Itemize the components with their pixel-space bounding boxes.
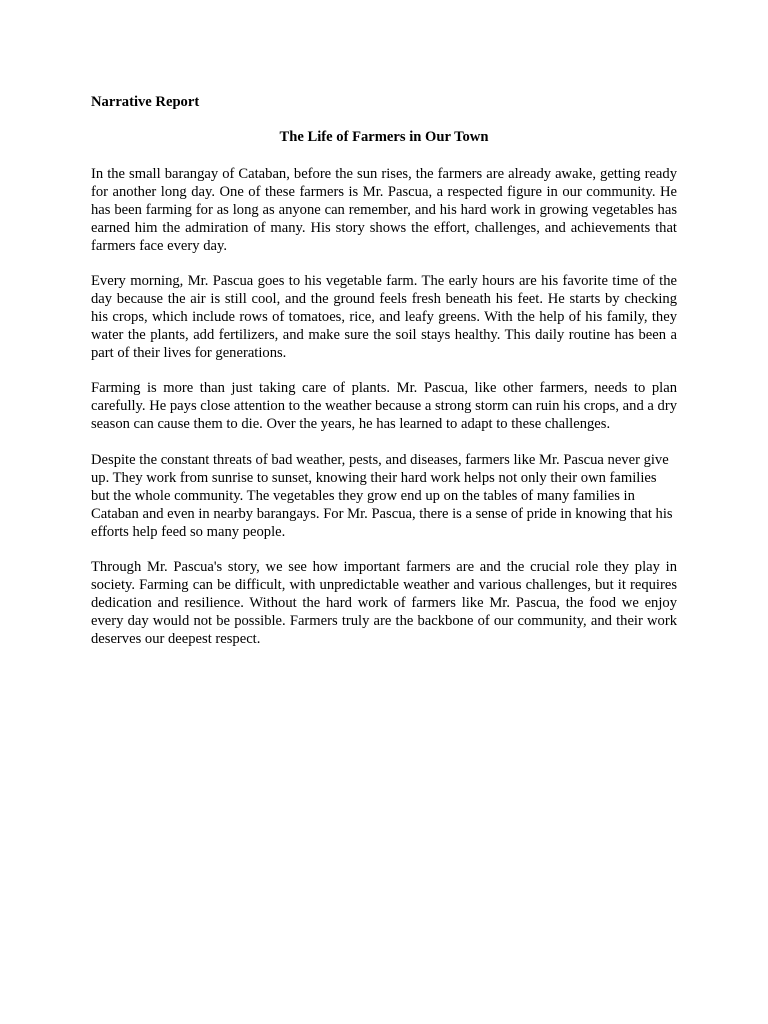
paragraph-morning-routine: Every morning, Mr. Pascua goes to his vegetable farm. The early hours are his favorite time of the day because the air is still cool, and the ground feels fresh beneath his feet. He starts by checking his crops, which include rows of tomatoes, rice, and leafy greens. With the help of his family, they water the plants, add fertilizers, and make sure the soil stays healthy. This daily routine has been a part of their lives for generations. — [91, 273, 677, 361]
document-title: The Life of Farmers in Our Town — [279, 129, 489, 145]
paragraph-conclusion: Through Mr. Pascua's story, we see how important farmers are and the crucial role they play in society. Farming can be difficult, with unpredictable weather and various challenges, but it requires dedication and resilience. Without the hard work of farmers like Mr. Pascua, the food we enjoy every day would not be possible. Farmers truly are the backbone of our community, and their work deserves our deepest respect. — [91, 559, 677, 647]
report-label: Narrative Report — [91, 94, 200, 110]
paragraph-planning: Farming is more than just taking care of plants. Mr. Pascua, like other farmers, needs to plan carefully. He pays close attention to the weather because a strong storm can ruin his crops, and a dry season can cause them to die. Over the years, he has learned to adapt to these challenges. — [91, 380, 677, 432]
paragraph-perseverance: Despite the constant threats of bad weather, pests, and diseases, farmers like Mr. Pascua never give up. They work from sunrise to sunset, knowing their hard work helps not only their own families but the whole community. The vegetables they grow end up on the tables of many families in Cataban and even in nearby barangays. For Mr. Pascua, there is a sense of pride in knowing that his efforts help feed so many people. — [91, 452, 673, 540]
paragraph-introduction: In the small barangay of Cataban, before the sun rises, the farmers are already awake, getting ready for another long day. One of these farmers is Mr. Pascua, a respected figure in our community. He has been farming for as long as anyone can remember, and his hard work in growing vegetables has earned him the admiration of many. His story shows the effort, challenges, and achievements that farmers face every day. — [91, 166, 677, 254]
